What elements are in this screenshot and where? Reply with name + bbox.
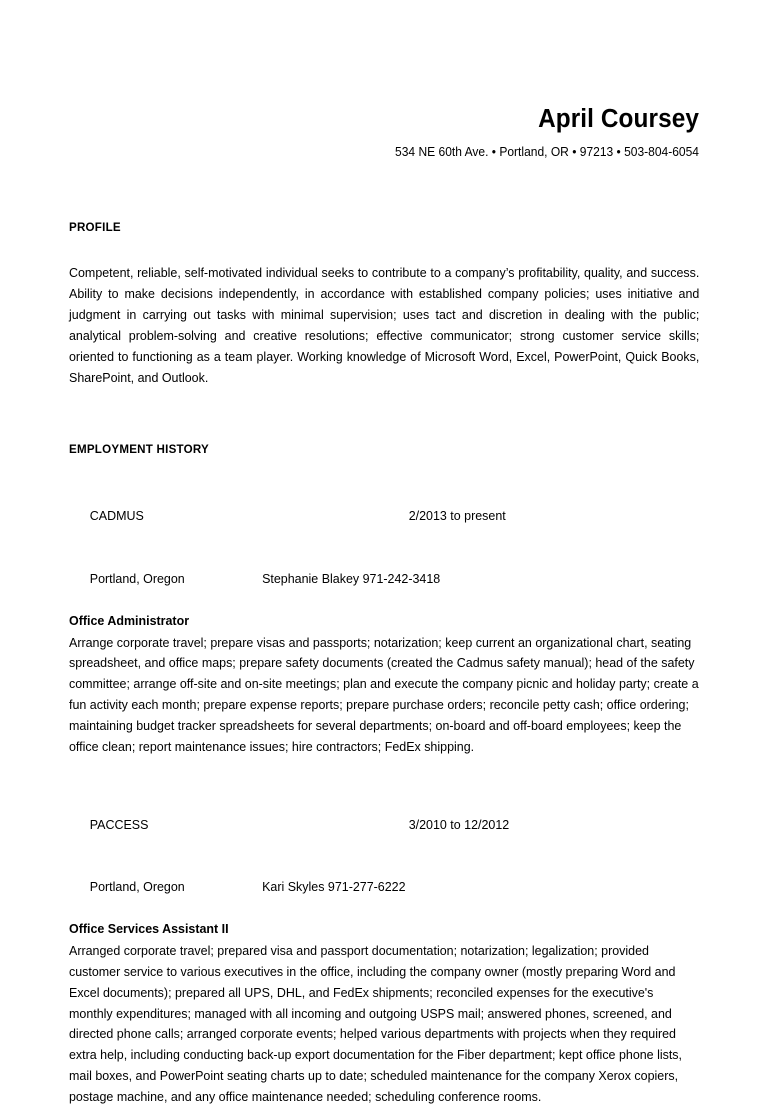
job-company-name: PACCESS: [89, 816, 149, 832]
profile-summary-text: Competent, reliable, self-motivated individual seeks to contribute to a company’s profitability, quality, and success. Ability to make decisions independently, in accordance with established company policies; uses initiative and judgment in carrying out tasks with minimal supervision; uses tact and discretion in dealing with the public; analytical problem-solving and creative resolutions; effective communicator; strong customer service skills; oriented to functioning as a team player. Working knowledge of Microsoft Word, Excel, PowerPoint, Quick Books, SharePoint, and Outlook.: [69, 265, 700, 385]
job-location: Portland, Oregon: [89, 879, 185, 895]
job-dates: 3/2010 to 12/2012: [408, 816, 510, 832]
section-heading-profile: PROFILE: [69, 220, 121, 235]
job-company-date-row: [69, 485, 669, 548]
job-location-contact-row: [69, 548, 669, 611]
candidate-contact-line: 534 NE 60th Ave. • Portland, OR • 97213 • 503-804-6054: [395, 145, 699, 160]
job-entry-paccess: [69, 794, 699, 1108]
job-location-contact-row: [69, 856, 669, 919]
job-title: Office Services Assistant II: [69, 921, 229, 937]
job-description: Arrange corporate travel; prepare visas and passports; notarization; keep current an organizational chart, seating spreadsheet, and office maps; prepare safety documents (created the Cadmus safety manual); head of the safety committee; arrange off-site and on-site meetings; plan and execute the company picnic and holiday party; create a fun activity each month; prepare expense reports; prepare purchase orders; reconcile petty cash; office ordering; maintaining budget tracker spreadsheets for several departments; on-board and off-board employees; keep the office clean; report maintenance issues; hire contractors; FedEx shipping.: [69, 634, 699, 754]
job-company-date-row: [69, 794, 669, 857]
job-description: Arranged corporate travel; prepared visa and passport documentation; notarization; legalization; provided customer service to various executives in the office, including the company owner (mostly preparing Word and Excel documents); prepared all UPS, DHL, and FedEx shipments; reconciled expenses for the executive's monthly expenditures; managed with all incoming and outgoing USPS mail; answered phones, screened, and directed phone calls; arranged corporate events; helped various departments with projects when they required extra help, including conducting back-up export documentation for the Fiber department; kept office phone lists, mail boxes, and PowerPoint seating charts up to date; scheduled maintenance for the company Xerox copiers, postage machine, and any office maintenance needed; scheduling conference rooms.: [69, 942, 683, 1105]
job-title: Office Administrator: [69, 612, 190, 628]
job-company-name: CADMUS: [89, 508, 144, 524]
job-entry-cadmus: [69, 485, 699, 757]
job-location: Portland, Oregon: [89, 570, 185, 586]
candidate-name: April Coursey: [538, 105, 699, 133]
job-dates: 2/2013 to present: [408, 508, 506, 524]
resume-header: [69, 0, 699, 160]
section-heading-employment-history: EMPLOYMENT HISTORY: [69, 442, 210, 457]
job-contact-person: Stephanie Blakey 971-242-3418: [262, 570, 441, 586]
job-contact-person: Kari Skyles 971-277-6222: [262, 879, 406, 895]
